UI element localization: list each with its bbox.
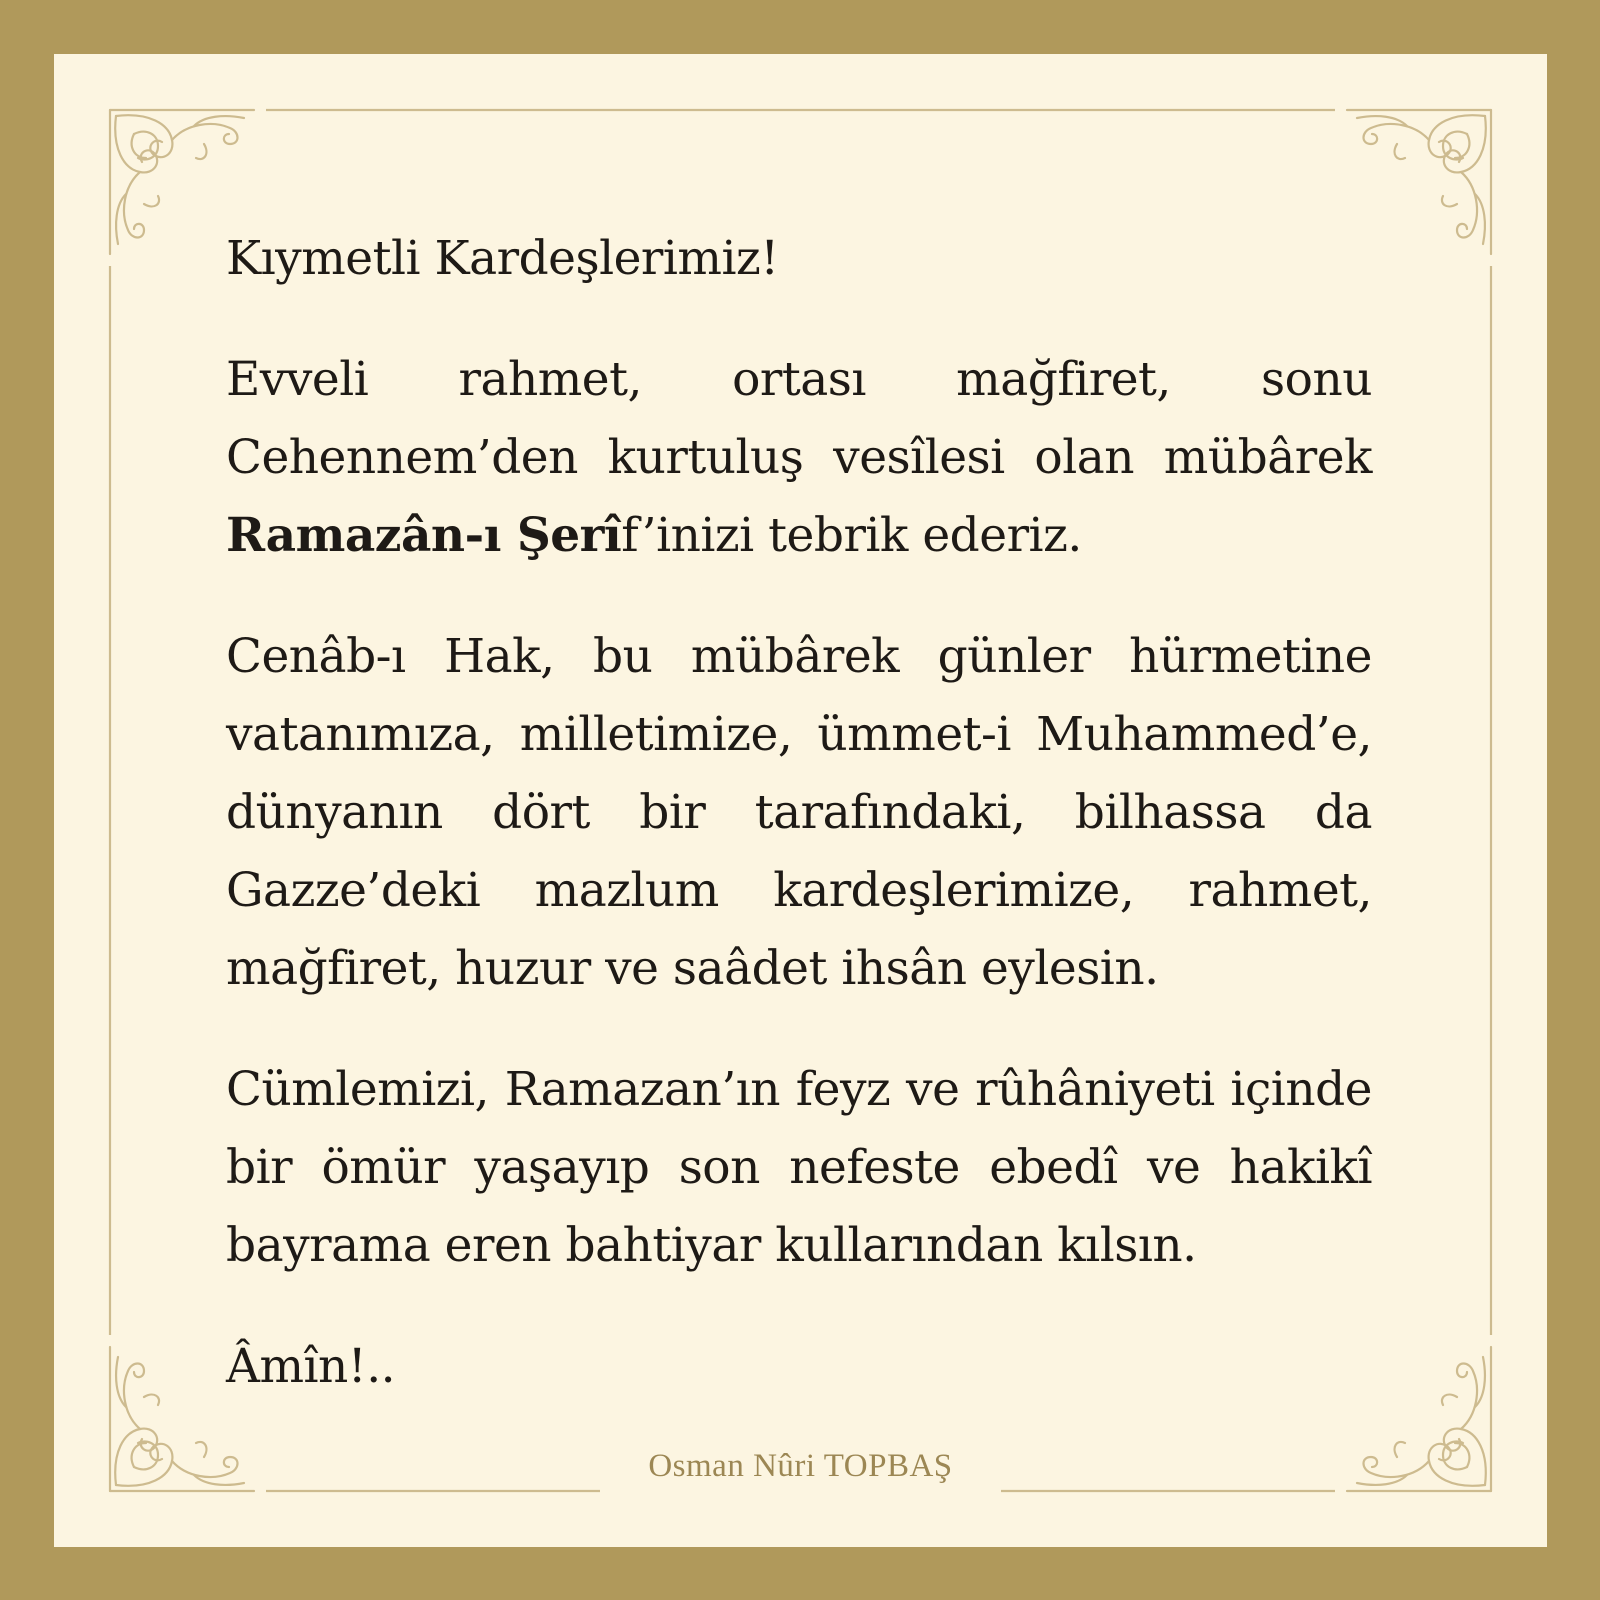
greeting-card [54, 54, 1547, 1547]
salutation: Kıymetli Kardeşlerimiz! [226, 231, 779, 286]
paragraph-3: Cümlemizi, Ramazan’ın feyz ve rûhâniyeti içinde bir ömür yaşayıp son nefeste ebedî ve hakikî bayrama eren bahtiyar kullarından kılsın. [226, 1062, 1372, 1273]
closing-amen: Âmîn!.. [226, 1339, 396, 1394]
letter-body [226, 220, 1372, 1406]
ramazan-serif-emphasis: Ramazân-ı Şerî [226, 508, 622, 563]
paragraph-2: Cenâb-ı Hak, bu mübârek günler hürmetine vatanımıza, milletimize, ümmet-i Muhammed’e, dünyanın dört bir tarafındaki, bilhassa da Gazze’deki mazlum kardeşlerimize, rahmet, mağfiret, huzur ve saâdet ihsân eylesin. [226, 629, 1372, 996]
author-signature: Osman Nûri TOPBAŞ [648, 1448, 953, 1484]
paragraph-1-text-start: Evveli rahmet, ortası mağfiret, sonu Cehennem’den kurtuluş vesîlesi olan mübârek [226, 352, 1372, 485]
paragraph-1 [226, 341, 1372, 575]
paragraph-1-text-end: f’inizi tebrik ederiz. [621, 508, 1082, 563]
